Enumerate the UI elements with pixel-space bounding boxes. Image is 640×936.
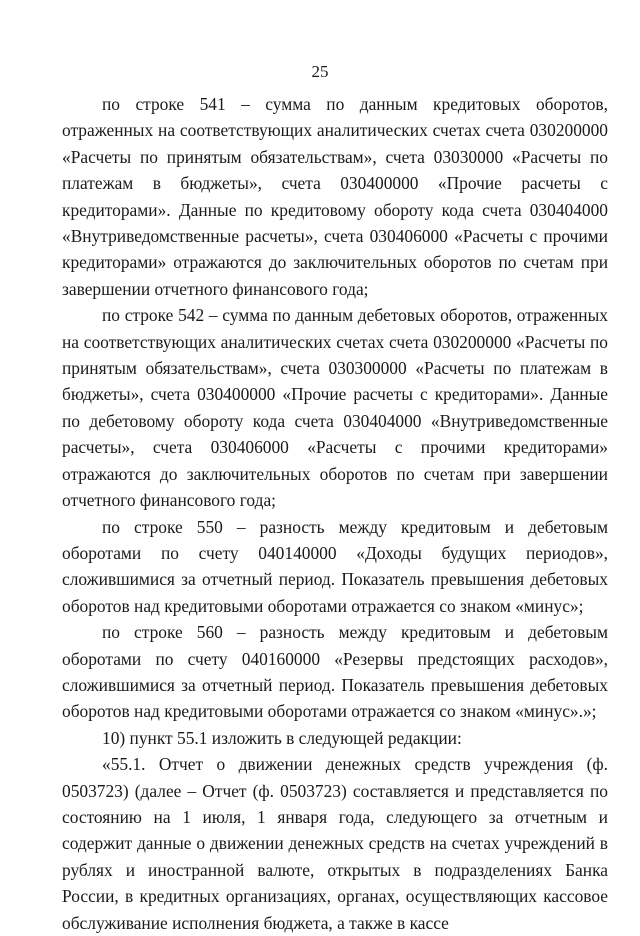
- paragraph-line-542: по строке 542 – сумма по данным дебетовых оборотов, отраженных на соответствующих аналитических счетах счета 030200000 «Расчеты по принятым обязательствам», счета 030300000 «Расчеты по платежам в бюджеты», счета 030400000 «Прочие расчеты с кредиторами». Данные по дебетовому обороту кода счета 030404000 «Внутриведомственные расчеты», счета 030406000 «Расчеты с прочими кредиторами» отражаются до заключительных оборотов по счетам при завершении отчетного финансового года;: [62, 305, 608, 511]
- paragraph-line-560: по строке 560 – разность между кредитовым и дебетовым оборотами по счету 040160000 «Резервы предстоящих расходов», сложившимися за отчетный период. Показатель превышения дебетовых оборотов над кредитовыми оборотами отражается со знаком «минус».»;: [62, 622, 608, 722]
- paragraph-clause-55-1: «55.1. Отчет о движении денежных средств учреждения (ф. 0503723) (далее – Отчет (ф. 0503723) составляется и представляется по состоянию на 1 июля, 1 января года, следующего за отчетным и содержит данные о движении денежных средств на счетах учреждений в рублях и иностранной валюте, открытых в подразделениях Банка России, в кредитных организациях, органах, осуществляющих кассовое обслуживание исполнения бюджета, а также в кассе: [62, 754, 608, 933]
- document-body: [62, 91, 608, 936]
- page-number: 25: [311, 62, 329, 81]
- paragraph-item-10: 10) пункт 55.1 изложить в следующей редакции:: [102, 727, 462, 748]
- paragraph-line-550: по строке 550 – разность между кредитовым и дебетовым оборотами по счету 040140000 «Доходы будущих периодов», сложившимися за отчетный период. Показатель превышения дебетовых оборотов над кредитовыми оборотами отражается со знаком «минус»;: [62, 516, 608, 616]
- paragraph-line-541: по строке 541 – сумма по данным кредитовых оборотов, отраженных на соответствующих аналитических счетах счета 030200000 «Расчеты по принятым обязательствам», счета 03030000 «Расчеты по платежам в бюджеты», счета 030400000 «Прочие расчеты с кредиторами». Данные по кредитовому обороту кода счета 030404000 «Внутриведомственные расчеты», счета 030406000 «Расчеты с прочими кредиторами» отражаются до заключительных оборотов по счетам при завершении отчетного финансового года;: [62, 94, 608, 299]
